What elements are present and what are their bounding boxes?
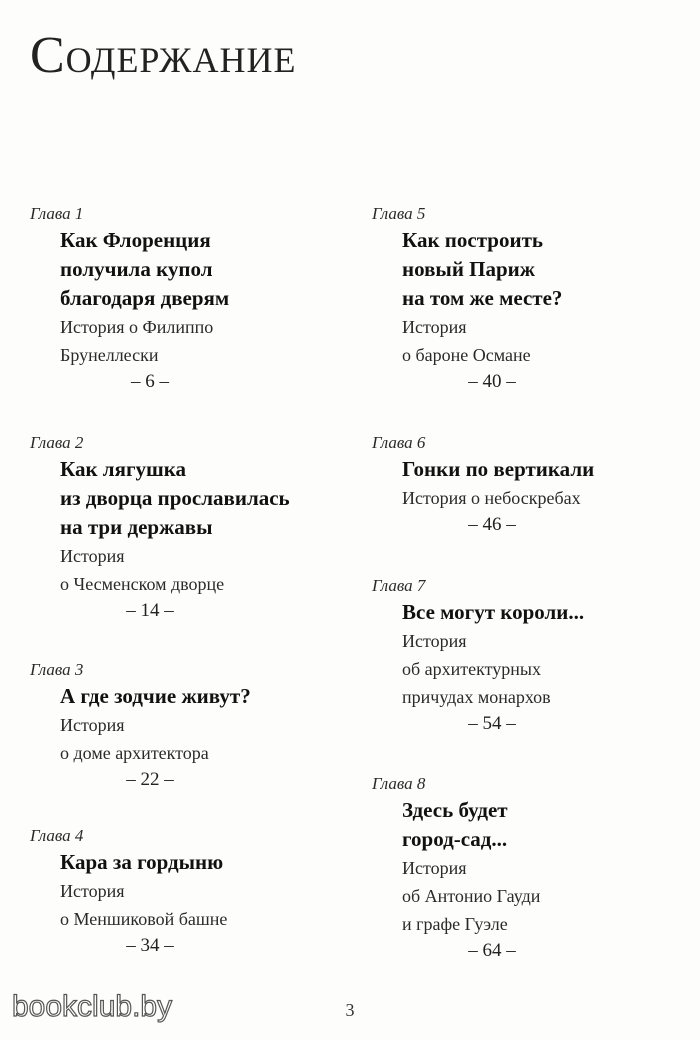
chapter-subtitle-line: История (402, 631, 467, 651)
chapter-title-line: А где зодчие живут? (60, 684, 251, 708)
chapter-label: Глава 8 (372, 774, 426, 793)
chapter-title-line: Все могут короли... (402, 600, 585, 624)
chapter-subtitle-line: История (60, 881, 125, 901)
chapter-subtitle-line: о бароне Османе (402, 345, 531, 365)
page-title: Содержание (30, 27, 297, 84)
page-number: 3 (345, 1000, 355, 1020)
chapter-label: Глава 1 (30, 204, 84, 223)
chapter-subtitle-line: причудах монархов (402, 687, 551, 707)
toc-chapter-2[interactable] (30, 433, 290, 624)
chapter-subtitle-line: История (402, 858, 467, 878)
chapter-title-line: благодаря дверям (60, 286, 230, 310)
chapter-subtitle-line: об архитектурных (402, 659, 541, 679)
chapter-page-number: – 54 – (468, 713, 516, 734)
chapter-title-line: на три державы (60, 515, 213, 539)
chapter-page-number: – 6 – (131, 371, 169, 392)
chapter-subtitle-line: История о Филиппо (60, 317, 214, 337)
chapter-subtitle-line: о доме архитектора (60, 743, 209, 763)
chapter-title-line: город-сад... (402, 827, 508, 851)
chapter-title-line: Как построить (402, 228, 543, 252)
toc-chapter-7[interactable] (372, 576, 584, 737)
chapter-label: Глава 7 (372, 576, 426, 595)
chapter-page-number: – 40 – (468, 371, 516, 392)
chapter-label: Глава 6 (372, 433, 426, 452)
chapter-label: Глава 4 (30, 826, 84, 845)
chapter-title-line: Как Флоренция (60, 228, 211, 252)
toc-chapter-3[interactable] (30, 660, 251, 793)
toc-chapter-8[interactable] (372, 774, 582, 964)
toc-chapter-4[interactable] (30, 826, 240, 959)
chapter-title-line: новый Париж (402, 257, 536, 281)
chapter-page-number: – 22 – (126, 769, 174, 790)
chapter-label: Глава 5 (372, 204, 426, 223)
chapter-page-number: – 46 – (468, 514, 516, 535)
toc-chapter-1[interactable] (30, 204, 240, 395)
chapter-label: Глава 2 (30, 433, 84, 452)
chapter-subtitle-line: Брунеллески (60, 345, 159, 365)
chapter-page-number: – 64 – (468, 940, 516, 961)
chapter-title-line: Гонки по вертикали (402, 457, 595, 481)
chapter-subtitle-line: История (60, 715, 125, 735)
chapter-subtitle-line: об Антонио Гауди (402, 886, 541, 906)
chapter-title-line: Здесь будет (402, 798, 508, 822)
chapter-subtitle-line: и графе Гуэле (402, 914, 508, 934)
chapter-title-line: получила купол (60, 257, 213, 281)
chapter-page-number: – 14 – (126, 600, 174, 621)
chapter-title-line: Как лягушка (60, 457, 186, 481)
chapter-subtitle-line: о Меншиковой башне (60, 909, 228, 929)
toc-chapter-6[interactable] (372, 433, 594, 538)
chapter-subtitle-line: о Чесменском дворце (60, 574, 225, 594)
watermark-logo: bookclub.by (12, 990, 173, 1023)
chapter-title-line: Кара за гордыню (60, 850, 224, 874)
chapter-label: Глава 3 (30, 660, 84, 679)
chapter-title-line: на том же месте? (402, 286, 563, 310)
chapter-page-number: – 34 – (126, 935, 174, 956)
chapter-title-line: из дворца прославилась (60, 486, 290, 510)
chapter-subtitle-line: История (60, 546, 125, 566)
toc-chapter-5[interactable] (372, 204, 582, 395)
chapter-subtitle-line: История (402, 317, 467, 337)
chapter-subtitle-line: История о небоскребах (402, 488, 581, 508)
